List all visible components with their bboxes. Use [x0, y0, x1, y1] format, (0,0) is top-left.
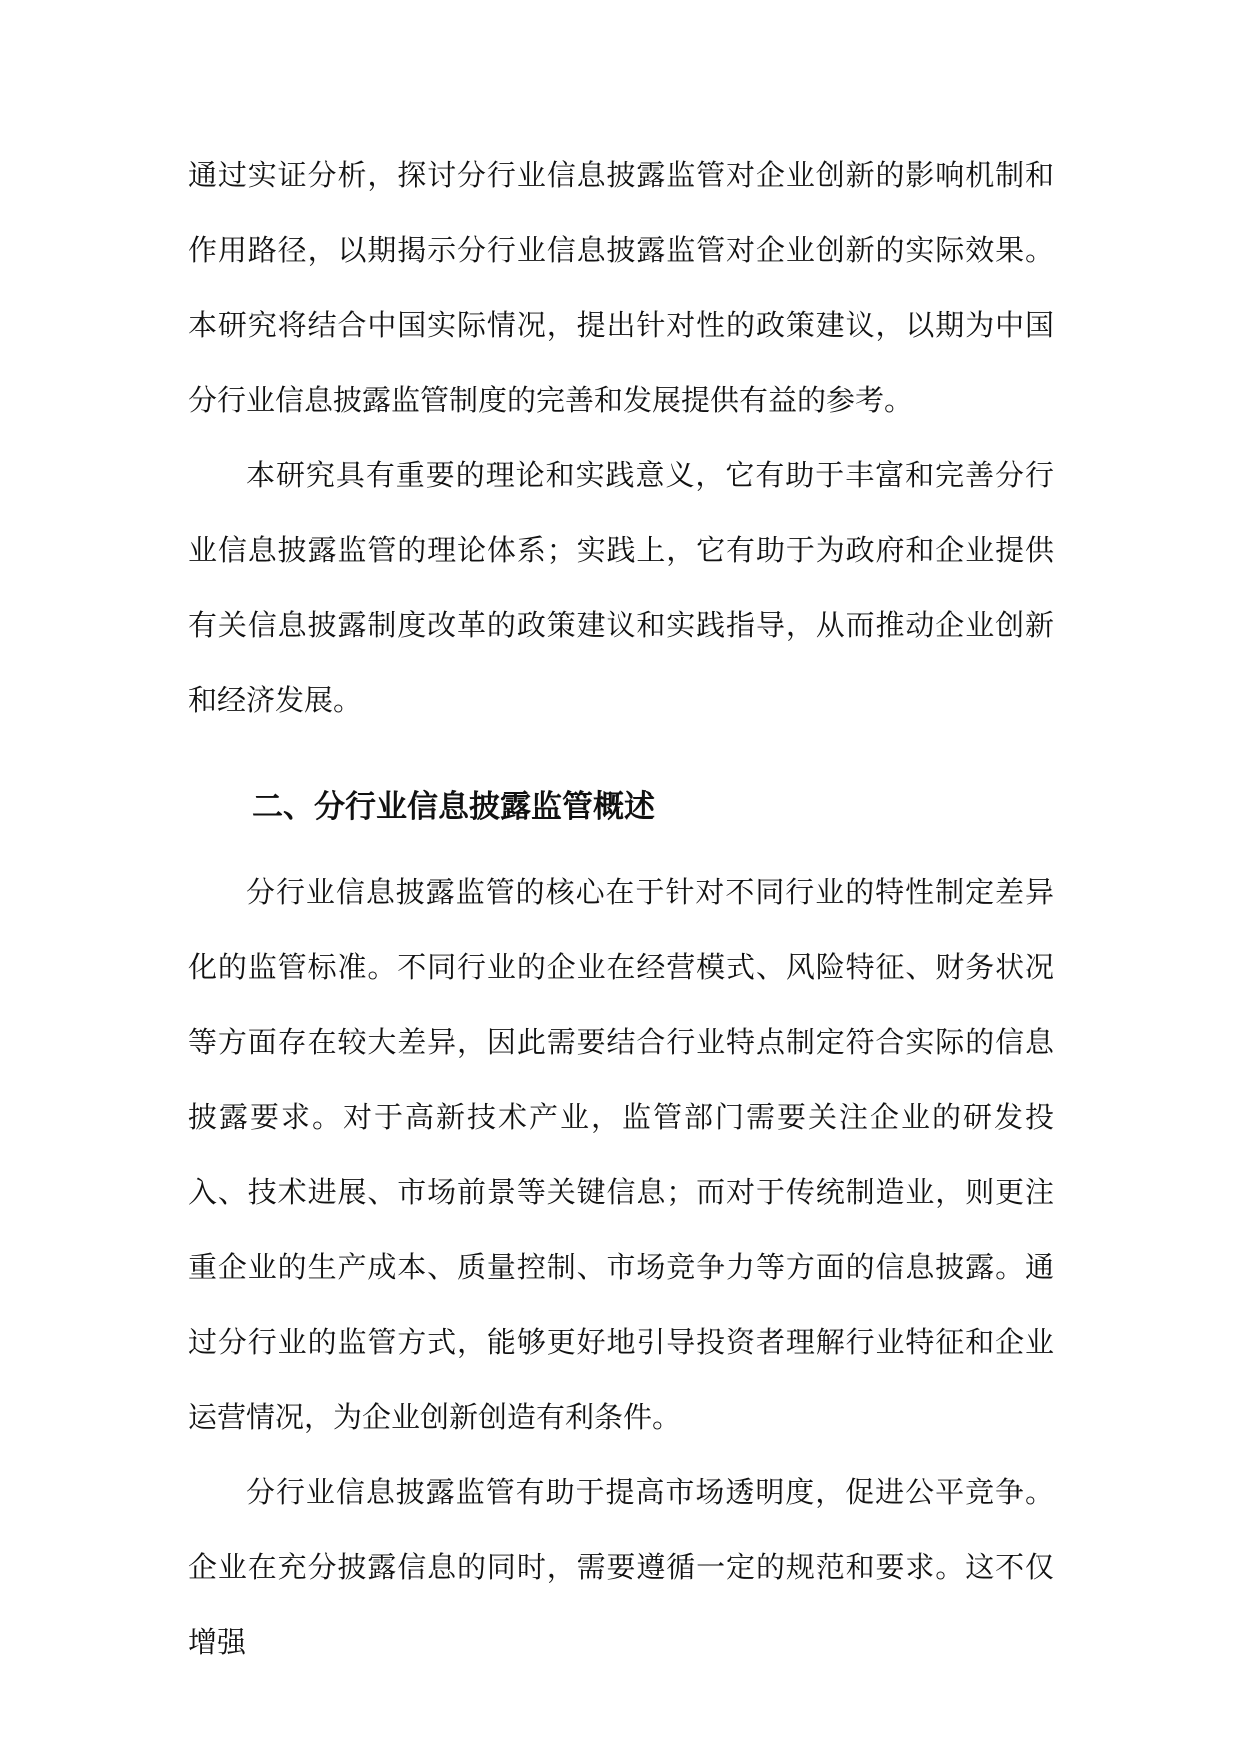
body-paragraph-1: 通过实证分析，探讨分行业信息披露监管对企业创新的影响机制和作用路径，以期揭示分行业信息披露监管对企业创新的实际效果。本研究将结合中国实际情况，提出针对性的政策建议，以期为中国分行业信息披露监管制度的完善和发展提供有益的参考。 [188, 158, 1054, 417]
body-paragraph-2: 本研究具有重要的理论和实践意义，它有助于丰富和完善分行业信息披露监管的理论体系；实践上，它有助于为政府和企业提供有关信息披露制度改革的政策建议和实践指导，从而推动企业创新和经济发展。 [188, 458, 1054, 717]
document-body [188, 138, 1054, 1680]
body-paragraph-3: 分行业信息披露监管的核心在于针对不同行业的特性制定差异化的监管标准。不同行业的企业在经营模式、风险特征、财务状况等方面存在较大差异，因此需要结合行业特点制定符合实际的信息披露要求。对于高新技术产业，监管部门需要关注企业的研发投入、技术进展、市场前景等关键信息；而对于传统制造业，则更注重企业的生产成本、质量控制、市场竞争力等方面的信息披露。通过分行业的监管方式，能够更好地引导投资者理解行业特征和企业运营情况，为企业创新创造有利条件。 [188, 875, 1054, 1434]
section-heading: 二、分行业信息披露监管概述 [252, 789, 655, 825]
body-paragraph-4: 分行业信息披露监管有助于提高市场透明度，促进公平竞争。企业在充分披露信息的同时，需要遵循一定的规范和要求。这不仅增强 [188, 1475, 1054, 1659]
